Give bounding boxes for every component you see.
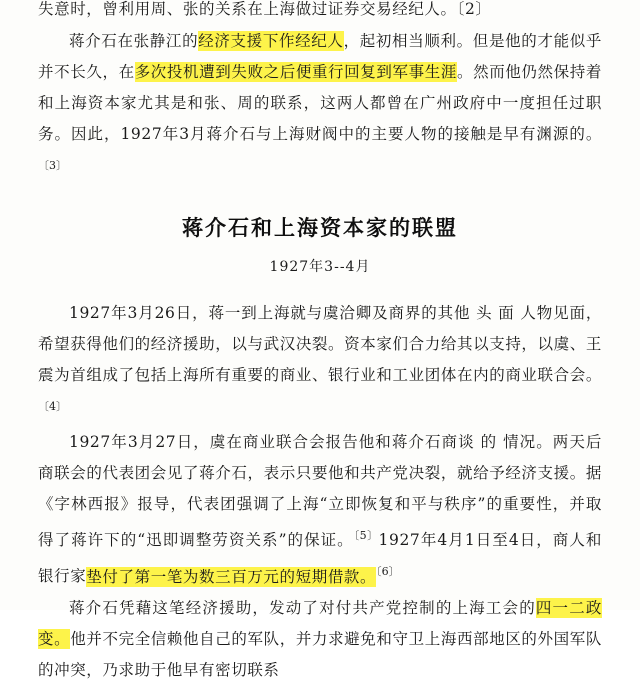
- section-date: 1927年3--4月: [269, 259, 371, 276]
- text-run: 。然而他仍然保持着和上海资本家尤其是和张、周的联系，这两人都曾在广州政府中一度担任过职务。因此，1927年3月蒋介石与上海财阀中的主要人物的接触是早有渊源的。: [38, 63, 602, 143]
- text-run: 1927年4月1日至4日，商人和银行家: [38, 531, 602, 586]
- paragraph-3: [38, 427, 602, 592]
- text-run: 1927年3月27日，虞在商业联合会报告他和蒋介石商谈 的 情况。两天后商联会的代表团会见了蒋介石，表示只要他和共产党决裂，就给予经济支援。据《字林西报》报导，代表团强调了上海“立即恢复和平与秩序”的重要性，并取得了蒋许下的“迅即调整劳资关系”的保证。: [38, 433, 602, 550]
- footnote-ref: 〔5〕: [353, 529, 379, 543]
- text-run: 蒋介石在张静江的: [69, 32, 199, 50]
- paragraph-2: [38, 298, 602, 427]
- text-run: 蒋介石凭藉这笔经济援助，发动了对付共产党控制的上海工会的: [69, 598, 536, 617]
- paragraph-4: [38, 593, 602, 686]
- highlighted-text: 经济支援下作经纪人: [198, 32, 344, 50]
- text-run: 1927年3月26日，蒋一到上海就与虞洽卿及商界的其他 头 面 人物见面，希望获得他们的经济援助，以与武汉决裂。资本家们合力给其以支持，以虞、王震为首组成了包括上海所有重要的商业、银行业和工业团体在内的商业联合会。: [38, 304, 602, 385]
- paragraph-1: [38, 26, 602, 186]
- footnote-ref: 〔4〕: [38, 400, 67, 414]
- footnote-ref: 〔6〕: [376, 565, 400, 579]
- text-run: 他并不完全信赖他自己的军队，并力求避免和守卫上海西部地区的外国军队的冲突，乃求助于他早有密切联系: [38, 629, 602, 679]
- page-top-partial-line: [38, 0, 602, 26]
- text-run: ，起初相当顺利。但是他的才能似乎并不长久，在: [38, 32, 602, 81]
- highlighted-text: 多次投机遭到失败之后便重行回复到军事生涯: [134, 63, 457, 81]
- highlighted-text: 垫付了第一笔为数三百万元的短期借款。: [86, 567, 377, 586]
- highlighted-text: 四一二政变。: [38, 598, 602, 648]
- section-title: 蒋介石和上海资本家的联盟: [182, 215, 458, 241]
- footnote-ref: 〔3〕: [38, 159, 67, 172]
- partial-line-text: 失意时，曾利用周、张的关系在上海做过证券交易经纪人。〔2〕: [38, 0, 492, 18]
